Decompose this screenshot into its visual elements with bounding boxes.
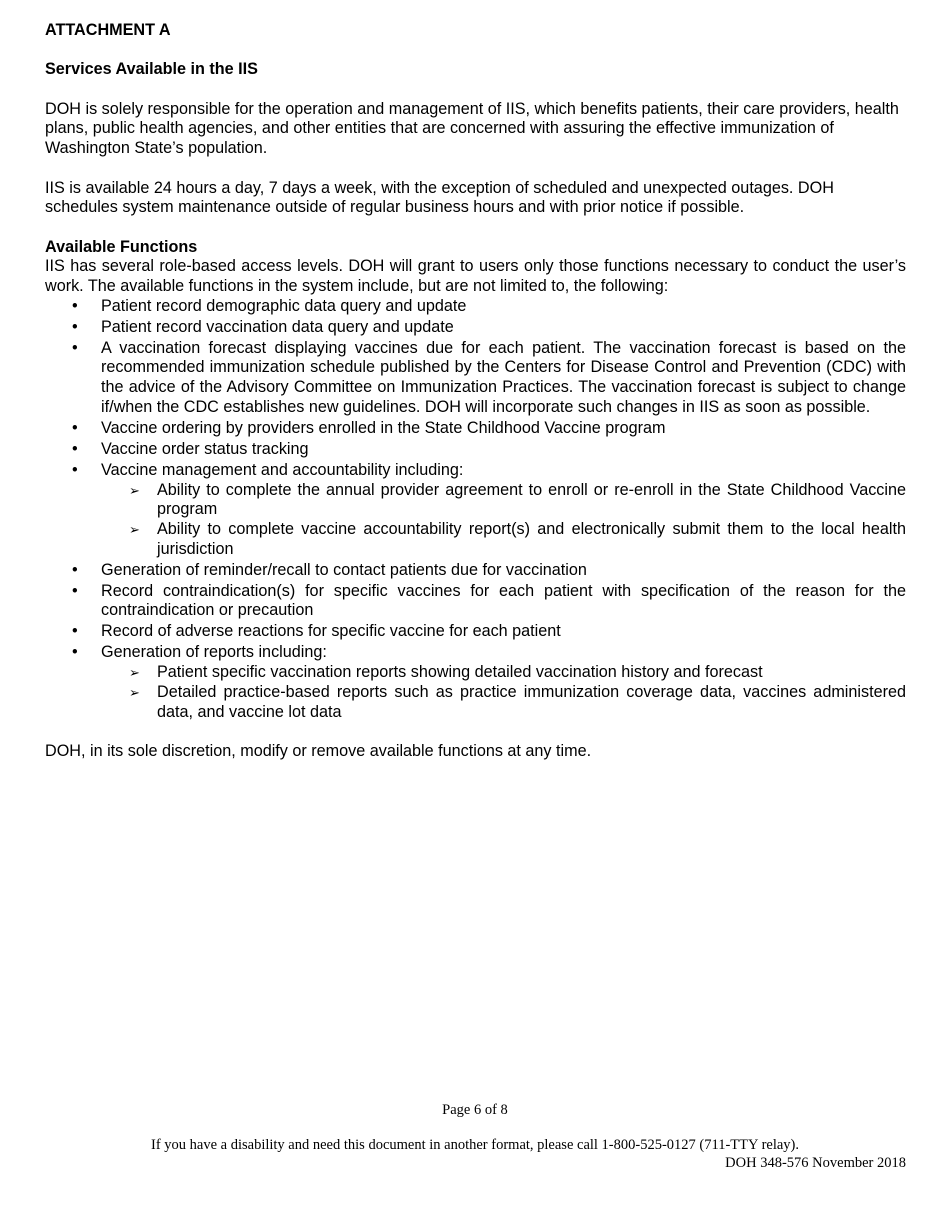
form-code: DOH 348-576 November 2018	[725, 1155, 906, 1171]
list-item	[45, 419, 906, 439]
attachment-heading: ATTACHMENT A	[45, 21, 171, 39]
functions-title: Available Functions	[45, 237, 198, 256]
list-item	[45, 582, 906, 621]
accessibility-note: If you have a disability and need this document in another format, please call 1-800-525-0127 (711-TTY relay).	[151, 1137, 799, 1153]
functions-list	[45, 297, 906, 722]
intro-paragraph-2: IIS is available 24 hours a day, 7 days a week, with the exception of scheduled and unexpected outages. DOH schedules system maintenance outside of regular business hours and with prior notice if possible.	[45, 178, 834, 217]
sub-list-item	[45, 481, 906, 520]
list-item	[45, 561, 906, 581]
document-page	[45, 21, 906, 762]
page-number: Page 6 of 8	[442, 1102, 508, 1118]
sub-list-item-text: Detailed practice-based reports such as practice immunization coverage data, vaccines administered data, and vaccine lot data	[157, 682, 906, 721]
list-item-text: Generation of reports including:	[101, 643, 327, 662]
bullet-icon: •	[72, 460, 78, 479]
bullet-icon: •	[72, 560, 78, 579]
list-item	[45, 643, 906, 722]
sub-list-item-text: Ability to complete vaccine accountability report(s) and electronically submit them to the local health jurisdiction	[157, 520, 906, 558]
bullet-icon: •	[72, 317, 78, 336]
sub-list-item	[45, 663, 906, 683]
list-item-text: Vaccine management and accountability including:	[101, 460, 464, 479]
list-item-text: Vaccine ordering by providers enrolled in the State Childhood Vaccine program	[101, 418, 666, 437]
bullet-icon: •	[72, 296, 78, 315]
list-item	[45, 318, 906, 338]
list-item-text: Record of adverse reactions for specific vaccine for each patient	[101, 622, 561, 641]
sub-list	[101, 663, 906, 722]
bullet-icon: •	[72, 418, 78, 437]
sub-list-item	[45, 683, 906, 722]
intro-paragraph-1: DOH is solely responsible for the operation and management of IIS, which benefits patients, their care providers, health plans, public health agencies, and other entities that are concerned with assuring the effective immunization of Washington State’s population.	[45, 99, 899, 158]
bullet-icon: •	[72, 338, 78, 357]
list-item	[45, 297, 906, 317]
sub-list-item	[45, 520, 906, 559]
sub-list-item-text: Patient specific vaccination reports showing detailed vaccination history and forecast	[157, 663, 763, 682]
bullet-icon: •	[72, 439, 78, 458]
arrow-bullet-icon: ➢	[129, 482, 140, 498]
bullet-icon: •	[72, 581, 78, 600]
section-title: Services Available in the IIS	[45, 60, 258, 79]
list-item	[45, 622, 906, 642]
list-item-text: A vaccination forecast displaying vaccines due for each patient. The vaccination forecast is based on the recommended immunization schedule published by the Centers for Disease Control and Prevention (CDC) with the advice of the Advisory Committee on Immunization Practices. The vaccination forecast is subject to change if/when the CDC establishes new guidelines. DOH will incorporate such changes in IIS as soon as possible.	[101, 338, 906, 416]
list-item	[45, 440, 906, 460]
functions-intro: IIS has several role-based access levels. DOH will grant to users only those functions necessary to conduct the user’s work. The available functions in the system include, but are not limited to, the following:	[45, 257, 906, 296]
list-item-text: Patient record vaccination data query and update	[101, 317, 454, 336]
list-item	[45, 461, 906, 560]
sub-list-item-text: Ability to complete the annual provider agreement to enroll or re-enroll in the State Childhood Vaccine program	[157, 480, 906, 519]
arrow-bullet-icon: ➢	[129, 684, 140, 700]
arrow-bullet-icon: ➢	[129, 522, 140, 537]
list-item-text: Patient record demographic data query and update	[101, 296, 467, 315]
bullet-icon: •	[72, 643, 78, 662]
list-item-text: Vaccine order status tracking	[101, 439, 309, 458]
list-item-text: Generation of reminder/recall to contact patients due for vaccination	[101, 560, 587, 579]
sub-list	[101, 481, 906, 560]
bullet-icon: •	[72, 622, 78, 641]
arrow-bullet-icon: ➢	[129, 665, 140, 681]
closing-paragraph: DOH, in its sole discretion, modify or remove available functions at any time.	[45, 741, 592, 760]
list-item	[45, 339, 906, 418]
list-item-text: Record contraindication(s) for specific vaccines for each patient with specification of the reason for the contraindication or precaution	[101, 581, 906, 620]
